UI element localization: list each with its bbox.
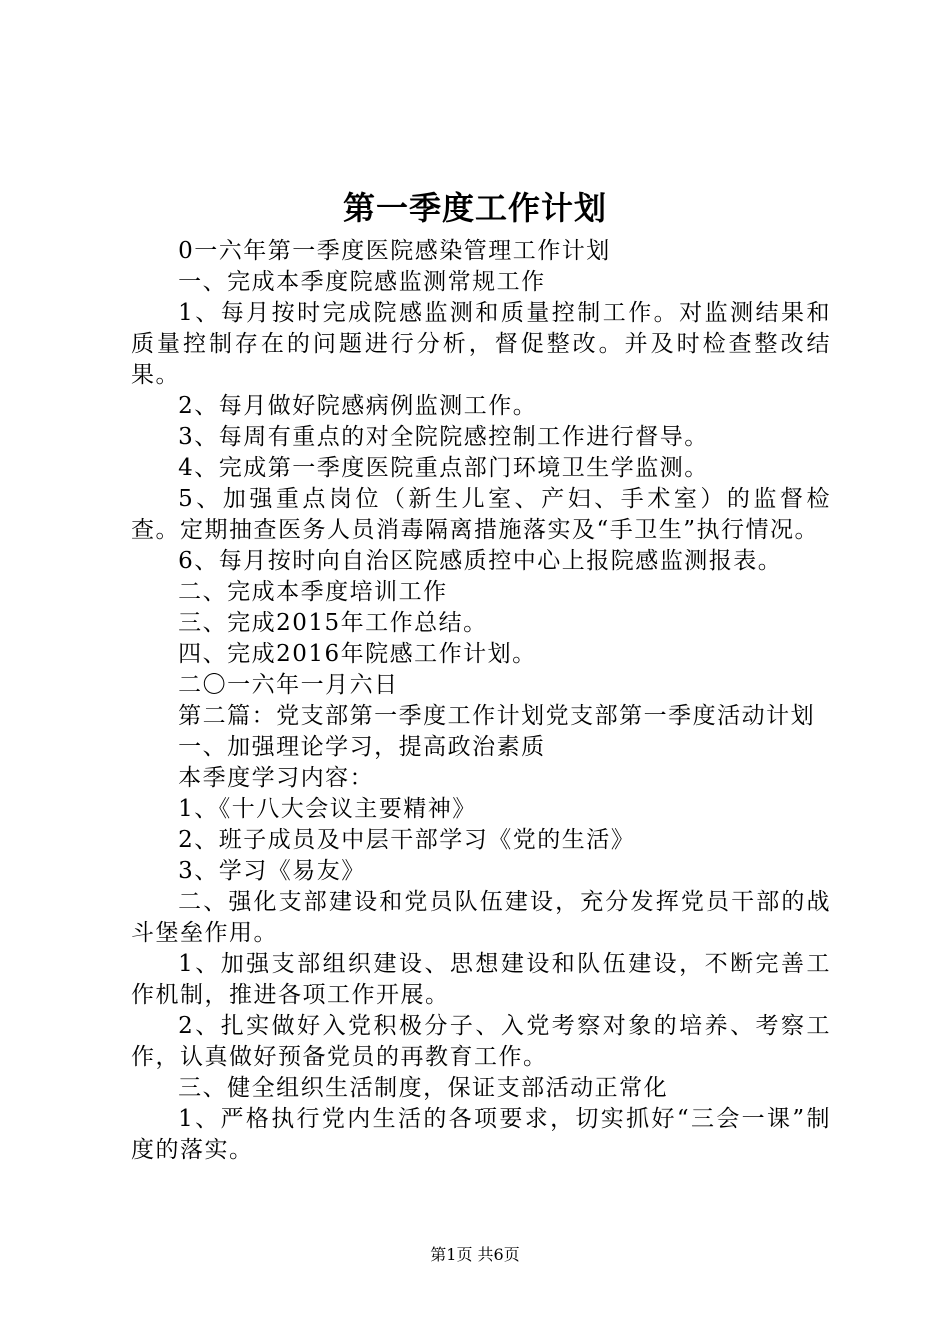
- paragraph: 2、每月做好院感病例监测工作。: [178, 393, 538, 419]
- document-body: [131, 236, 831, 1166]
- paragraph: 1、每月按时完成院感监测和质量控制工作。对监测结果和质量控制存在的问题进行分析，督促整改。并及时检查整改结果。: [131, 300, 831, 388]
- paragraph: 1、《十八大会议主要精神》: [178, 796, 477, 822]
- paragraph: 4、完成第一季度医院重点部门环境卫生学监测。: [178, 455, 709, 481]
- paragraph: 5、加强重点岗位（新生儿室、产妇、手术室）的监督检查。定期抽查医务人员消毒隔离措施落实及“手卫生”执行情况。: [131, 486, 831, 543]
- page-footer: 第1页 共6页: [430, 1245, 520, 1264]
- document-title: 第一季度工作计划: [342, 189, 607, 227]
- paragraph: 三、健全组织生活制度，保证支部活动正常化: [178, 1075, 669, 1101]
- paragraph: 一、加强理论学习，提高政治素质: [178, 734, 546, 760]
- paragraph: 一、完成本季度院感监测常规工作: [178, 269, 546, 295]
- paragraph: 0一六年第一季度医院感染管理工作计划: [178, 238, 611, 264]
- paragraph: 第二篇：党支部第一季度工作计划党支部第一季度活动计划: [178, 703, 816, 729]
- paragraph: 1、严格执行党内生活的各项要求，切实抓好“三会一课”制度的落实。: [131, 1106, 831, 1163]
- paragraph: 3、每周有重点的对全院院感控制工作进行督导。: [178, 424, 709, 450]
- paragraph: 二〇一六年一月六日: [178, 672, 399, 698]
- paragraph: 3、学习《易友》: [178, 858, 366, 884]
- paragraph: 二、完成本季度培训工作: [178, 579, 448, 605]
- paragraph: 2、班子成员及中层干部学习《党的生活》: [178, 827, 636, 853]
- paragraph: 四、完成2016年院感工作计划。: [178, 641, 537, 667]
- paragraph: 2、扎实做好入党积极分子、入党考察对象的培养、考察工作，认真做好预备党员的再教育工作。: [131, 1013, 831, 1070]
- paragraph: 1、加强支部组织建设、思想建设和队伍建设，不断完善工作机制，推进各项工作开展。: [131, 951, 831, 1008]
- paragraph: 6、每月按时向自治区院感质控中心上报院感监测报表。: [178, 548, 783, 574]
- paragraph: 三、完成2015年工作总结。: [178, 610, 488, 636]
- paragraph: 二、强化支部建设和党员队伍建设，充分发挥党员干部的战斗堡垒作用。: [131, 889, 831, 946]
- paragraph: 本季度学习内容：: [178, 765, 375, 791]
